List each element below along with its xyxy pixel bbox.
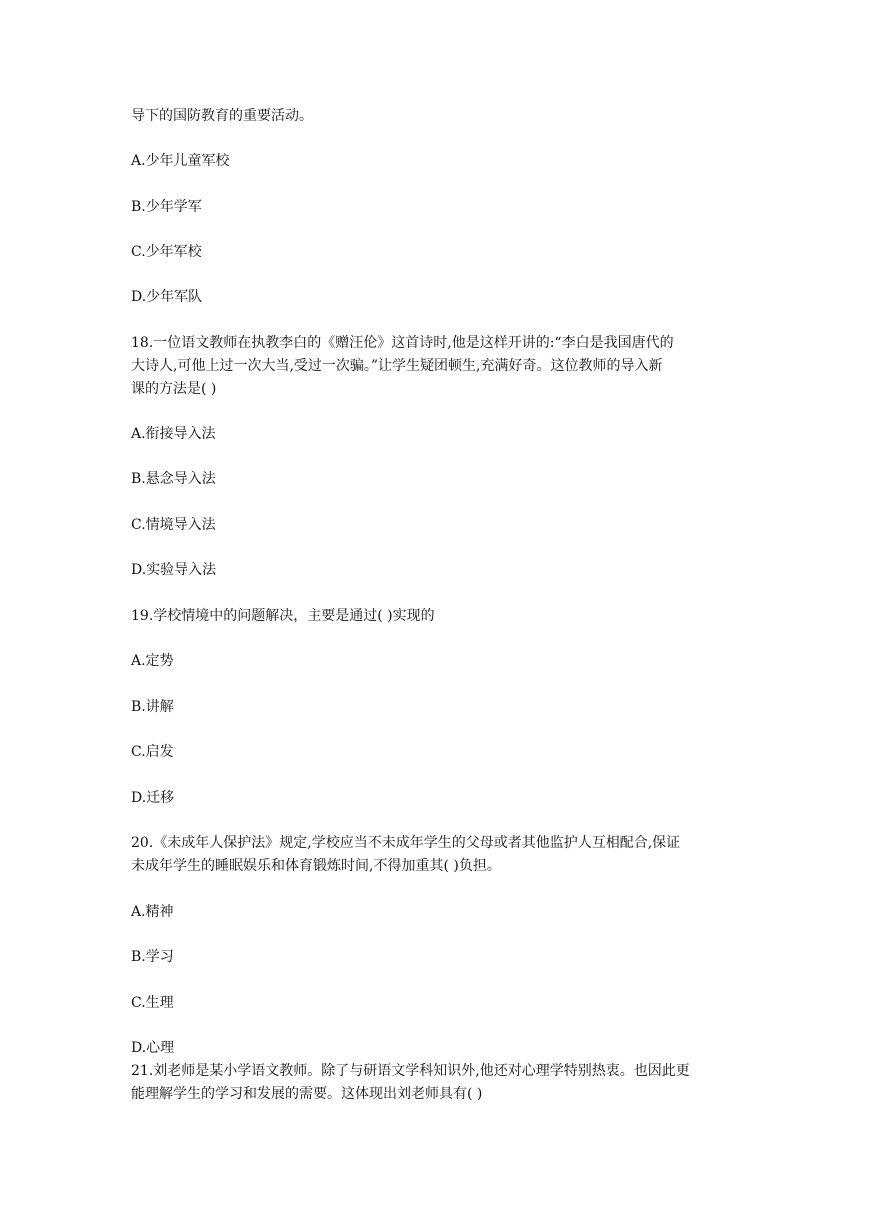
q20-option-b: B.学习 <box>131 949 174 965</box>
q20-text-line2: 未成年学生的睡眠娱乐和体育锻炼时间,不得加重其( )负担。 <box>131 858 501 874</box>
q18-option-d: D.实验导入法 <box>131 562 217 578</box>
q19-option-a: A.定势 <box>131 653 174 669</box>
q17-option-c: C.少年军校 <box>131 244 202 260</box>
q20-text-line1: 20.《未成年人保护法》规定,学校应当不未成年学生的父母或者其他监护人互相配合,保证 <box>131 835 681 851</box>
q20-option-c: C.生理 <box>131 995 174 1011</box>
q18-text-line1: 18.一位语文教师在执教李白的《赠汪伦》这首诗时,他是这样开讲的:“李白是我国唐代的 <box>131 335 674 351</box>
q19-option-d: D.迁移 <box>131 790 175 806</box>
q17-option-d: D.少年军队 <box>131 289 203 305</box>
q17-option-a: A.少年儿童军校 <box>131 153 230 169</box>
intro-line: 导下的国防教育的重要活动。 <box>131 108 313 124</box>
q19-option-c: C.启发 <box>131 744 174 760</box>
q19-text: 19.学校情境中的问题解决，主要是通过( )实现的 <box>131 608 435 624</box>
q17-option-b: B.少年学军 <box>131 199 202 215</box>
q20-option-d: D.心理 <box>131 1040 175 1056</box>
q20-option-a: A.精神 <box>131 904 174 920</box>
q21-text-line1: 21.刘老师是某小学语文教师。除了与研语文学科知识外,他还对心理学特别热衷。也因此更 <box>131 1063 690 1079</box>
q18-option-b: B.悬念导入法 <box>131 471 216 487</box>
q18-option-c: C.情境导入法 <box>131 517 216 533</box>
q18-text-line3: 课的方法是( ) <box>131 381 217 397</box>
q18-option-a: A.衔接导入法 <box>131 426 216 442</box>
q18-text-line2: 大诗人,可他上过一次大当,受过一次骗。”让学生疑团顿生,充满好奇。这位教师的导入新 <box>131 358 663 374</box>
q21-text-line2: 能理解学生的学习和发展的需要。这体现出刘老师具有( ) <box>131 1086 483 1102</box>
q19-option-b: B.讲解 <box>131 699 174 715</box>
